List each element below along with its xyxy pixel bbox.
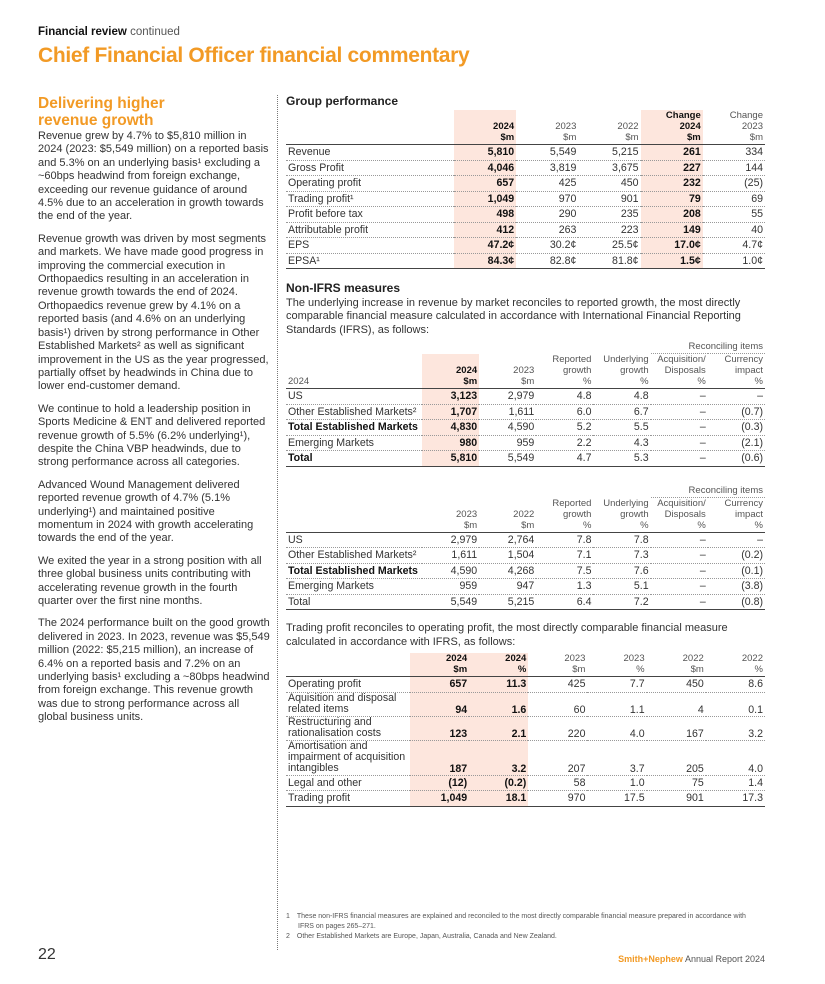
header-text: 2022 (682, 653, 704, 665)
table-row (286, 791, 765, 807)
table-cell: 5,215 (578, 145, 640, 161)
header-text: 2023 (456, 508, 478, 520)
table-cell: – (651, 404, 708, 420)
table-row (286, 563, 765, 579)
report-name: Annual Report 2024 (684, 954, 765, 964)
non-ifrs-intro: The underlying increase in revenue by market reconciles to reported growth, the most directly comparable financial measure calculated in accordance with International Financial Reporting Standards (IFRS), as follows: (286, 297, 741, 336)
table-cell: 3.7 (587, 740, 646, 775)
table-cell: 6.0 (536, 404, 593, 420)
table-row (286, 435, 765, 451)
table-cell: – (708, 389, 765, 405)
table-cell: 4.0 (706, 740, 765, 775)
table-cell: 3,819 (516, 160, 578, 176)
table-cell: 18.1 (469, 791, 528, 807)
table-cell: 1,611 (422, 548, 479, 564)
header-text: 2022 (617, 121, 639, 132)
col-header (706, 653, 765, 677)
table-cell: 980 (422, 435, 479, 451)
table-cell: 2,979 (479, 389, 536, 405)
row-label: Trading profit (286, 791, 410, 807)
table-cell: 5.1 (593, 579, 650, 595)
table-cell: 7.8 (593, 532, 650, 548)
table-cell: – (651, 435, 708, 451)
table-row (286, 389, 765, 405)
table-cell: 2.2 (536, 435, 593, 451)
header-text: impact (735, 365, 763, 377)
table-cell: 205 (647, 740, 706, 775)
header-text: $m (521, 376, 535, 388)
page-number: 22 (38, 946, 56, 963)
header-text: % (640, 376, 649, 388)
table-cell: 232 (641, 176, 703, 192)
table-cell: 4.8 (536, 389, 593, 405)
footnote-2: 2 Other Established Markets are Europe, Japan, Australia, Canada and New Zealand. (286, 933, 557, 940)
table-cell: 1.4 (706, 775, 765, 791)
table-cell: 5,215 (479, 594, 536, 610)
header-text: % (754, 376, 763, 388)
table-cell: 30.2¢ (516, 238, 578, 254)
market-growth-2023-table (286, 485, 765, 611)
table-cell: – (651, 563, 708, 579)
header-text: Disposals (664, 365, 706, 377)
row-label: Total (286, 594, 422, 610)
col-header (651, 497, 708, 532)
header-text: Disposals (664, 508, 706, 520)
header-text: $m (500, 132, 515, 143)
row-label: US (286, 532, 422, 548)
table-row (286, 716, 765, 740)
table-cell: 4.8 (593, 389, 650, 405)
col-header (469, 653, 528, 677)
table-cell: 1,049 (410, 791, 469, 807)
row-label: EPSA¹ (286, 253, 454, 269)
header-text: 2023 (555, 121, 577, 132)
table-cell: 6.4 (536, 594, 593, 610)
header-text: $m (572, 664, 586, 676)
header-text: impact (735, 508, 763, 520)
table-cell: 1,504 (479, 548, 536, 564)
table-cell: 3.2 (469, 740, 528, 775)
table-cell: 7.1 (536, 548, 593, 564)
table-cell: 75 (647, 775, 706, 791)
header-text: % (697, 519, 706, 531)
header-text: $m (687, 132, 701, 143)
row-label: EPS (286, 238, 454, 254)
table-cell: (2.1) (708, 435, 765, 451)
table-cell: 498 (454, 207, 516, 223)
row-label: Aquisition and disposal related items (286, 692, 410, 716)
paragraph-4: Advanced Wound Management delivered reported revenue growth of 4.7% (5.1% underlying¹) and maintained positive momentum in 2024 with growth accelerating towards the end of the year. (38, 478, 254, 545)
table-cell: (3.8) (708, 579, 765, 595)
table-row (286, 404, 765, 420)
col-header (587, 653, 646, 677)
table-cell: 4.7 (536, 451, 593, 467)
table-cell: – (651, 420, 708, 436)
table-cell: 5.5 (593, 420, 650, 436)
table-cell: (0.8) (708, 594, 765, 610)
table-cell: (0.7) (708, 404, 765, 420)
header-text: $m (463, 376, 478, 388)
header-text: $m (625, 132, 639, 143)
row-label: Operating profit (286, 677, 410, 693)
table-row (286, 677, 765, 693)
table-cell: 947 (479, 579, 536, 595)
table-cell: 207 (528, 740, 587, 775)
table-cell: 25.5¢ (578, 238, 640, 254)
col-header (641, 110, 703, 145)
col-header (479, 354, 536, 389)
table-row (286, 191, 765, 207)
table-cell: 1.1 (587, 692, 646, 716)
header-text: Reported (552, 497, 592, 509)
header-text: 2022 (741, 653, 763, 665)
header-text: 2024 (505, 653, 527, 665)
table-cell: – (651, 451, 708, 467)
table-cell: 47.2¢ (454, 238, 516, 254)
table-cell: 40 (703, 222, 765, 238)
trading-profit-intro: Trading profit reconciles to operating profit, the most directly comparable financial measure calculated in accordance with IFRS, as follows: (286, 622, 728, 648)
header-text: $m (749, 132, 763, 143)
table-cell: 970 (528, 791, 587, 807)
table-cell: 17.0¢ (641, 238, 703, 254)
table-cell: 220 (528, 716, 587, 740)
header-text: $m (690, 664, 704, 676)
table-cell: 970 (516, 191, 578, 207)
table-cell: 959 (479, 435, 536, 451)
header-text: Acquisition/ (657, 497, 706, 509)
table-cell: 4,830 (422, 420, 479, 436)
section-kicker (38, 26, 180, 38)
table-cell: (0.3) (708, 420, 765, 436)
row-label: Emerging Markets (286, 435, 422, 451)
table-cell: (12) (410, 775, 469, 791)
table-cell: 7.6 (593, 563, 650, 579)
non-ifrs-title: Non-IFRS measures (286, 281, 401, 295)
table-cell: 7.3 (593, 548, 650, 564)
table-cell: 3.2 (706, 716, 765, 740)
table-cell: 1.5¢ (641, 253, 703, 269)
table-cell: 425 (516, 176, 578, 192)
row-label: Other Established Markets² (286, 404, 422, 420)
table-cell: (0.6) (708, 451, 765, 467)
table-row (286, 594, 765, 610)
table-cell: 8.6 (706, 677, 765, 693)
table-row (286, 253, 765, 269)
row-label: Operating profit (286, 176, 454, 192)
col-header (454, 110, 516, 145)
row-label: Emerging Markets (286, 579, 422, 595)
table-cell: – (651, 594, 708, 610)
table-cell: 4.0 (587, 716, 646, 740)
header-text: Change (729, 110, 763, 121)
table-cell: 4.7¢ (703, 238, 765, 254)
header-text: 2024 (456, 365, 478, 377)
row-label: Legal and other (286, 775, 410, 791)
header-text: Reported (552, 354, 592, 366)
row-label: Trading profit¹ (286, 191, 454, 207)
table-row (286, 145, 765, 161)
brand-name: Smith+Nephew (618, 954, 683, 964)
table-cell: 1,611 (479, 404, 536, 420)
footnotes (286, 912, 746, 942)
row-label: Gross Profit (286, 160, 454, 176)
header-text: growth (562, 365, 592, 377)
header-text: growth (620, 365, 649, 377)
header-text: Acquisition/ (657, 354, 706, 366)
page-title: Chief Financial Officer financial commentary (38, 44, 470, 67)
row-label: Profit before tax (286, 207, 454, 223)
footnote-1: 1 These non-IFRS financial measures are explained and reconciled to the most directly comparable financial measure prepared in accordance with IFRS on pages 265–271. (286, 913, 746, 930)
table-cell: 450 (647, 677, 706, 693)
col-header (578, 110, 640, 145)
col-header (516, 110, 578, 145)
col-header (479, 497, 536, 532)
header-text: 2024 (679, 121, 701, 132)
table-row (286, 420, 765, 436)
year-label: 2024 (288, 376, 310, 388)
row-label: Total (286, 451, 422, 467)
table-cell: 7.7 (587, 677, 646, 693)
header-text: $m (521, 519, 535, 531)
table-cell: 901 (647, 791, 706, 807)
row-label: Amortisation and impairment of acquisition intangibles (286, 740, 410, 775)
table-cell: 657 (454, 176, 516, 192)
table-cell: 5.3 (593, 451, 650, 467)
right-column (286, 94, 765, 807)
table-cell: 5,549 (479, 451, 536, 467)
col-header (647, 653, 706, 677)
header-text: growth (562, 508, 592, 520)
header-text: Currency (724, 497, 763, 509)
col-header (422, 354, 479, 389)
table-cell: 5,810 (422, 451, 479, 467)
table-cell: 1,707 (422, 404, 479, 420)
table-cell: 3,123 (422, 389, 479, 405)
header-text: growth (620, 508, 649, 520)
header-text: % (583, 376, 592, 388)
table-row (286, 775, 765, 791)
col-header (708, 497, 765, 532)
table-cell: 1.3 (536, 579, 593, 595)
table-cell: (0.2) (708, 548, 765, 564)
col-header (708, 354, 765, 389)
row-label: Restructuring and rationalisation costs (286, 716, 410, 740)
header-text: % (697, 376, 706, 388)
table-cell: 60 (528, 692, 587, 716)
left-heading: Delivering higher revenue growth (38, 95, 165, 129)
table-row (286, 548, 765, 564)
table-cell: 4,046 (454, 160, 516, 176)
paragraph-3: We continue to hold a leadership position in Sports Medicine & ENT and delivered reported revenue growth of 5.5% (6.2% underlying¹), despite the China VBP headwinds, due to strong performance across all categories. (38, 402, 266, 469)
table-cell: 58 (528, 775, 587, 791)
table-cell: (0.2) (469, 775, 528, 791)
table-cell: 901 (578, 191, 640, 207)
header-text: Change (665, 110, 701, 121)
table-row (286, 207, 765, 223)
table-cell: 5,549 (516, 145, 578, 161)
table-cell: 123 (410, 716, 469, 740)
table-cell: 5.2 (536, 420, 593, 436)
table-row (286, 176, 765, 192)
table-cell: 17.5 (587, 791, 646, 807)
report-brand (618, 954, 765, 964)
paragraph-1: Revenue grew by 4.7% to $5,810 million in 2024 (2023: $5,549 million) on a reported basis and 5.3% on an underlying basis¹ excluding a ~60bps headwind from foreign exchange, exceeding our revenue guidance of around 4.5% due to an acceleration in growth towards the end of the year. (38, 130, 269, 223)
table-cell: (25) (703, 176, 765, 192)
table-cell: 1,049 (454, 191, 516, 207)
kicker-bold: Financial review (38, 26, 127, 38)
table-row (286, 222, 765, 238)
table-cell: – (651, 548, 708, 564)
table-cell: 4 (647, 692, 706, 716)
table-cell: – (651, 389, 708, 405)
table-cell: 4,268 (479, 563, 536, 579)
table-cell: 11.3 (469, 677, 528, 693)
col-header (703, 110, 765, 145)
paragraph-5: We exited the year in a strong position with all three global business units contributing with accelerating revenue growth in the fourth quarter over the first nine months. (38, 554, 262, 607)
table-cell: 263 (516, 222, 578, 238)
table-cell: 1.0¢ (703, 253, 765, 269)
table-cell: 657 (410, 677, 469, 693)
header-text: 2023 (564, 653, 586, 665)
group-performance-title: Group performance (286, 94, 399, 108)
table-cell: 7.8 (536, 532, 593, 548)
table-cell: 412 (454, 222, 516, 238)
col-header (651, 354, 708, 389)
table-cell: 94 (410, 692, 469, 716)
header-text: 2024 (446, 653, 468, 665)
table-cell: 223 (578, 222, 640, 238)
table-cell: – (651, 579, 708, 595)
market-growth-2024-table (286, 341, 765, 467)
table-cell: 4.3 (593, 435, 650, 451)
paragraph-2: Revenue growth was driven by most segments and markets. We have made good progress in improving the commercial execution in Orthopaedics resulting in an acceleration in revenue growth towards the end of 2024. Orthopaedics revenue grew by 4.1% on a reported basis (and 4.6% on an underlying basis¹) driven by strong performance in Other Established Markets² as well as significant improvement in the US as the year progressed, partially offset by headwinds in China due to lower end-customer demand. (38, 232, 269, 393)
table-cell: 5,549 (422, 594, 479, 610)
reconciling-items-label: Reconciling items (651, 485, 765, 498)
table-row (286, 740, 765, 775)
row-label: Total Established Markets (286, 420, 422, 436)
table-cell: (0.1) (708, 563, 765, 579)
table-cell: 79 (641, 191, 703, 207)
column-divider (277, 95, 278, 950)
table-cell: 2,979 (422, 532, 479, 548)
table-cell: 4,590 (422, 563, 479, 579)
header-text: % (517, 664, 527, 676)
row-label: Other Established Markets² (286, 548, 422, 564)
table-cell: 2,764 (479, 532, 536, 548)
table-cell: – (651, 532, 708, 548)
row-label: Revenue (286, 145, 454, 161)
header-text: $m (463, 519, 478, 531)
table-cell: 187 (410, 740, 469, 775)
table-cell: 4,590 (479, 420, 536, 436)
table-row (286, 692, 765, 716)
table-cell: 235 (578, 207, 640, 223)
table-cell: 290 (516, 207, 578, 223)
table-row (286, 238, 765, 254)
table-cell: 55 (703, 207, 765, 223)
table-cell: 261 (641, 145, 703, 161)
table-cell: 1.0 (587, 775, 646, 791)
header-text: 2023 (623, 653, 645, 665)
header-text: Underlying (603, 354, 649, 366)
header-text: % (754, 519, 763, 531)
header-text: Currency (724, 354, 763, 366)
table-cell: 227 (641, 160, 703, 176)
header-text: 2023 (513, 365, 535, 377)
table-cell: 0.1 (706, 692, 765, 716)
trading-profit-table (286, 653, 765, 807)
kicker-continued: continued (130, 26, 180, 38)
col-header (593, 354, 650, 389)
table-cell: 82.8¢ (516, 253, 578, 269)
table-cell: 81.8¢ (578, 253, 640, 269)
col-header (593, 497, 650, 532)
paragraph-6: The 2024 performance built on the good growth delivered in 2023. In 2023, revenue was $5,549 million (2022: $5,215 million), an increase of 6.4% on a reported basis and 7.2% on an underlying basis¹ excluding a ~80bps headwind from foreign exchange. This revenue growth was due to strong performance across all global business units. (38, 617, 270, 724)
table-cell: 2.1 (469, 716, 528, 740)
header-text: 2022 (513, 508, 535, 520)
table-cell: 959 (422, 579, 479, 595)
table-row (286, 451, 765, 467)
header-text: % (640, 519, 649, 531)
table-cell: 7.2 (593, 594, 650, 610)
col-header (422, 497, 479, 532)
table-cell: – (708, 532, 765, 548)
col-header (528, 653, 587, 677)
group-performance-table (286, 110, 765, 269)
col-header (536, 354, 593, 389)
header-text: % (636, 664, 645, 676)
table-cell: 5,810 (454, 145, 516, 161)
table-cell: 167 (647, 716, 706, 740)
header-text: % (754, 664, 763, 676)
header-text: $m (453, 664, 468, 676)
table-cell: 17.3 (706, 791, 765, 807)
table-cell: 1.6 (469, 692, 528, 716)
table-cell: 69 (703, 191, 765, 207)
col-header (536, 497, 593, 532)
table-cell: 425 (528, 677, 587, 693)
table-row (286, 160, 765, 176)
header-text: 2024 (493, 121, 515, 132)
col-header (410, 653, 469, 677)
header-text: Underlying (603, 497, 649, 509)
table-cell: 7.5 (536, 563, 593, 579)
table-cell: 84.3¢ (454, 253, 516, 269)
table-cell: 3,675 (578, 160, 640, 176)
table-cell: 208 (641, 207, 703, 223)
table-cell: 6.7 (593, 404, 650, 420)
row-label: US (286, 389, 422, 405)
left-column (38, 95, 271, 734)
table-row (286, 532, 765, 548)
reconciling-items-label: Reconciling items (651, 341, 765, 354)
header-text: 2023 (741, 121, 763, 132)
table-cell: 144 (703, 160, 765, 176)
row-label: Attributable profit (286, 222, 454, 238)
table-row (286, 579, 765, 595)
table-cell: 149 (641, 222, 703, 238)
header-text: $m (563, 132, 577, 143)
row-label: Total Established Markets (286, 563, 422, 579)
header-text: % (583, 519, 592, 531)
table-cell: 334 (703, 145, 765, 161)
table-cell: 450 (578, 176, 640, 192)
